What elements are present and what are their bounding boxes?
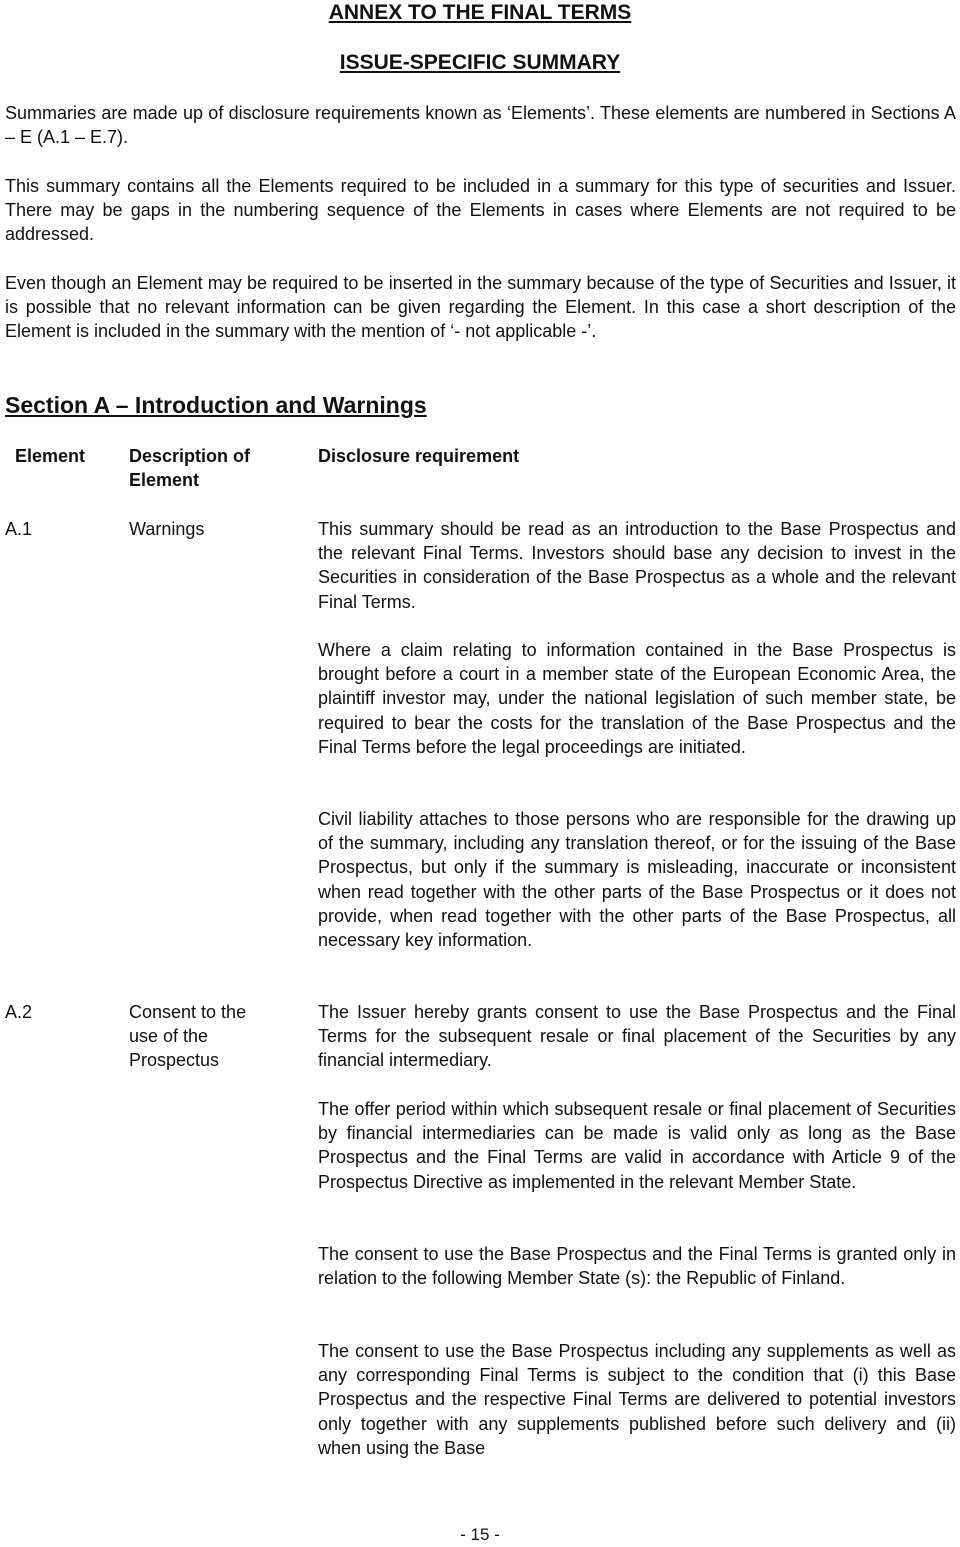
column-header-element: Element [15,446,86,466]
row-a2-element: A.2 [5,1002,33,1022]
row-a2-paragraph-1: The Issuer hereby grants consent to use the Base Prospectus and the Final Terms for the subsequent resale or final placement of the Securities by any financial intermediary. [318,1002,956,1071]
intro-paragraph-3: Even though an Element may be required to be inserted in the summary because of the type of Securities and Issuer, it is possible that no relevant information can be given regarding the Element. In this case a short description of the Element is included in the summary with the mention of ‘- not applicable -’. [5,273,956,342]
column-header-disclosure: Disclosure requirement [318,446,520,466]
row-a2-paragraph-4: The consent to use the Base Prospectus including any supplements as well as any corresponding Final Terms is subject to the condition that (i) this Base Prospectus and the respective Final Terms are delivered to potential investors only together with any supplements published before such delivery and (ii) when using the Base [318,1341,956,1458]
row-a2-paragraph-2: The offer period within which subsequent resale or final placement of Securities by financial intermediaries can be made is valid only as long as the Base Prospectus and the Final Terms are valid in accordance with Article 9 of the Prospectus Directive as implemented in the relevant Member State. [318,1099,956,1192]
row-a1-paragraph-3: Civil liability attaches to those persons who are responsible for the drawing up of the summary, including any translation thereof, or for the issuing of the Base Prospectus, but only if the summary is misleading, inaccurate or inconsistent when read together with the other parts of the Base Prospectus or it does not provide, when read together with the other parts of the Base Prospectus, all necessary key information. [318,809,956,951]
annex-title: ANNEX TO THE FINAL TERMS [328,1,632,24]
page-number: - 15 - [460,1525,500,1544]
summary-title: ISSUE-SPECIFIC SUMMARY [339,51,621,74]
column-header-description: Description of Element [129,446,251,491]
section-heading: Section A – Introduction and Warnings [5,392,427,418]
row-a1-paragraph-2: Where a claim relating to information contained in the Base Prospectus is brought before a court in a member state of the European Economic Area, the plaintiff investor may, under the national legislation of such member state, be required to bear the costs for the translation of the Base Prospectus and the Final Terms before the legal proceedings are initiated. [318,640,956,757]
row-a2-paragraph-3: The consent to use the Base Prospectus and the Final Terms is granted only in relation to the following Member State (s): the Republic of Finland. [318,1244,956,1289]
row-a1-paragraph-1: This summary should be read as an introduction to the Base Prospectus and the relevant Final Terms. Investors should base any decision to invest in the Securities in consideration of the Base Prospectus as a whole and the relevant Final Terms. [318,519,956,612]
row-a2-description: Consent to the use of the Prospectus [129,1002,247,1071]
intro-paragraph-2: This summary contains all the Elements required to be included in a summary for this type of securities and Issuer. There may be gaps in the numbering sequence of the Elements in cases where Elements are not required to be addressed. [5,176,956,245]
intro-paragraph-1: Summaries are made up of disclosure requirements known as ‘Elements’. These elements are numbered in Sections A – E (A.1 – E.7). [5,103,956,148]
row-a1-description: Warnings [129,519,205,539]
row-a1-element: A.1 [5,519,33,539]
